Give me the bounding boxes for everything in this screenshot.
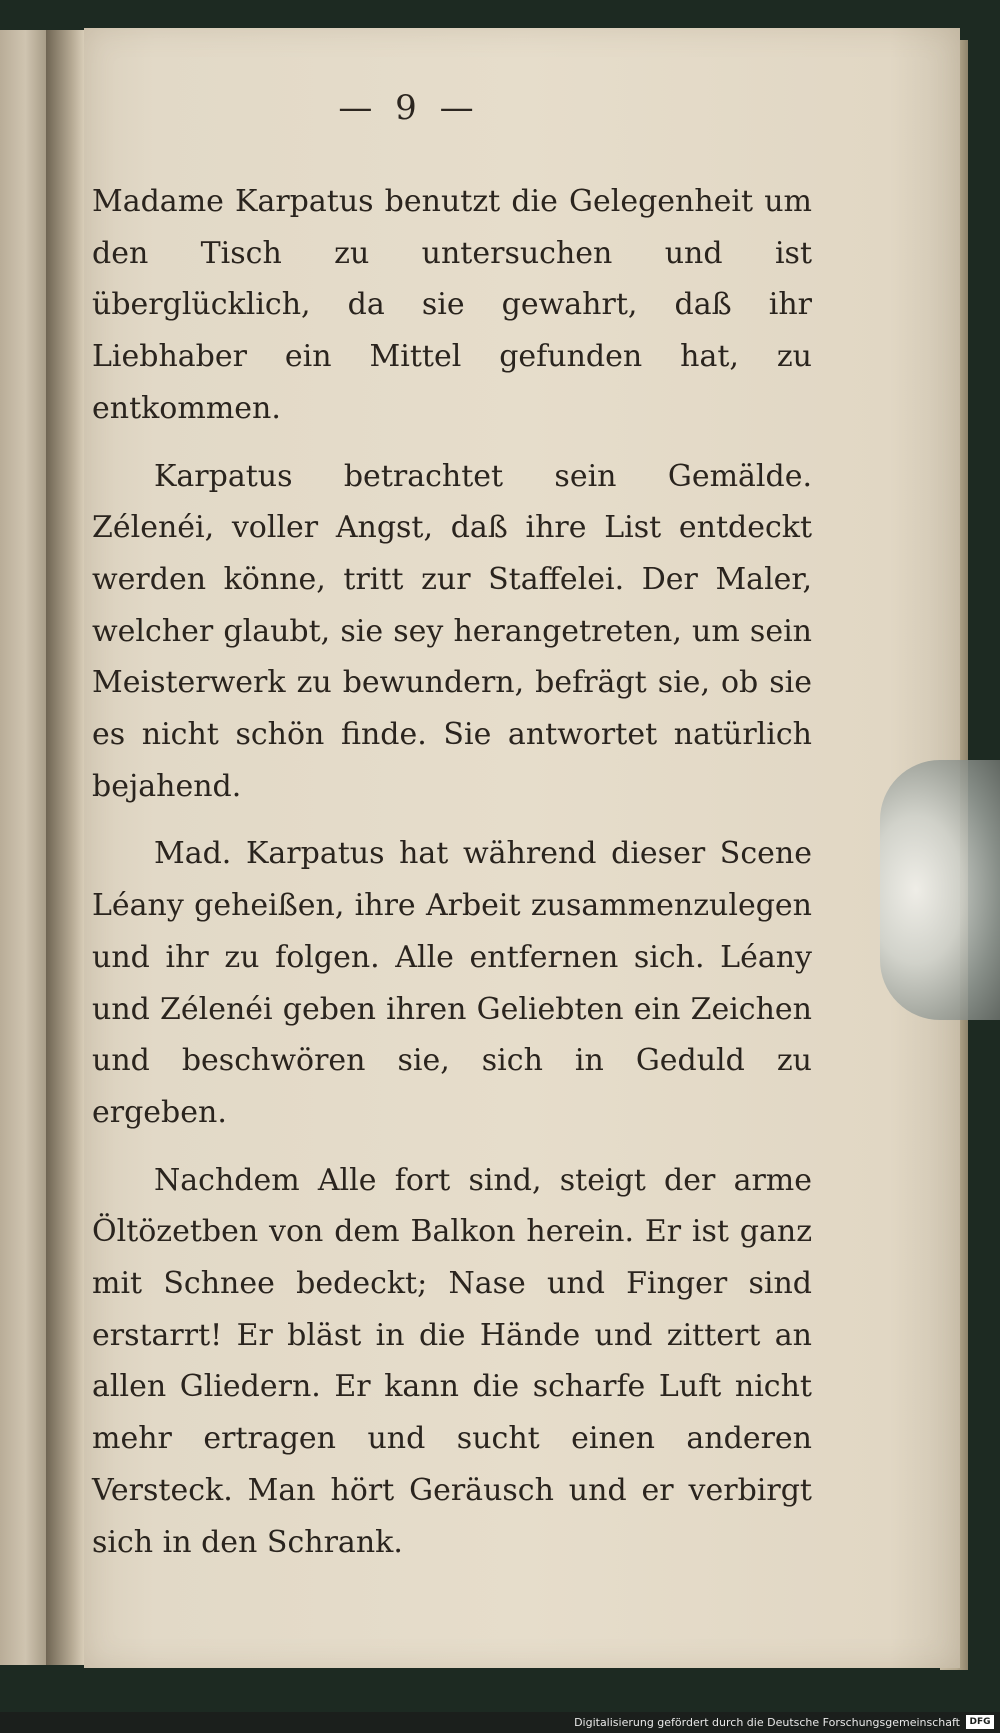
paragraph-2: Karpatus betrachtet sein Gemälde. Zélenéi, voller Angst, daß ihre List entdeckt werden könne, tritt zur Staffelei. Der Maler, welcher glaubt, sie sey herangetreten, um sein Meisterwerk zu bewundern, befrägt sie, ob sie es nicht schön finde. Sie antwortet natürlich bejahend. — [92, 458, 812, 804]
dfg-logo: DFG — [966, 1715, 994, 1729]
page-number: — 9 — — [338, 88, 480, 128]
paragraph-1: Madame Karpatus benutzt die Gelegenheit um den Tisch zu untersuchen und ist überglücklich, da sie gewahrt, daß ihr Liebhaber ein Mittel gefunden hat, zu entkommen. — [92, 184, 812, 426]
paragraph-4: Nachdem Alle fort sind, steigt der arme Öltözetben von dem Balkon herein. Er ist ganz mit Schnee bedeckt; Nase und Finger sind erstarrt! Er bläst in die Hände und zittert an allen Gliedern. Er kann die scharfe Luft nicht mehr ertragen und sucht einen anderen Versteck. Man hört Geräusch und er verbirgt sich in den Schrank. — [92, 1162, 812, 1560]
spine-shadow — [46, 30, 84, 1665]
body-text — [92, 176, 812, 1584]
paragraph-3: Mad. Karpatus hat während dieser Scene Léany geheißen, ihre Arbeit zusammenzulegen und ihr zu folgen. Alle entfernen sich. Léany und Zélenéi geben ihren Geliebten ein Zeichen und beschwören sie, sich in Geduld zu ergeben. — [92, 836, 812, 1130]
page-clip — [880, 760, 1000, 1020]
footer-credit: Digitalisierung gefördert durch die Deutsche Forschungsgemeinschaft — [574, 1716, 960, 1729]
previous-leaf — [0, 30, 46, 1665]
